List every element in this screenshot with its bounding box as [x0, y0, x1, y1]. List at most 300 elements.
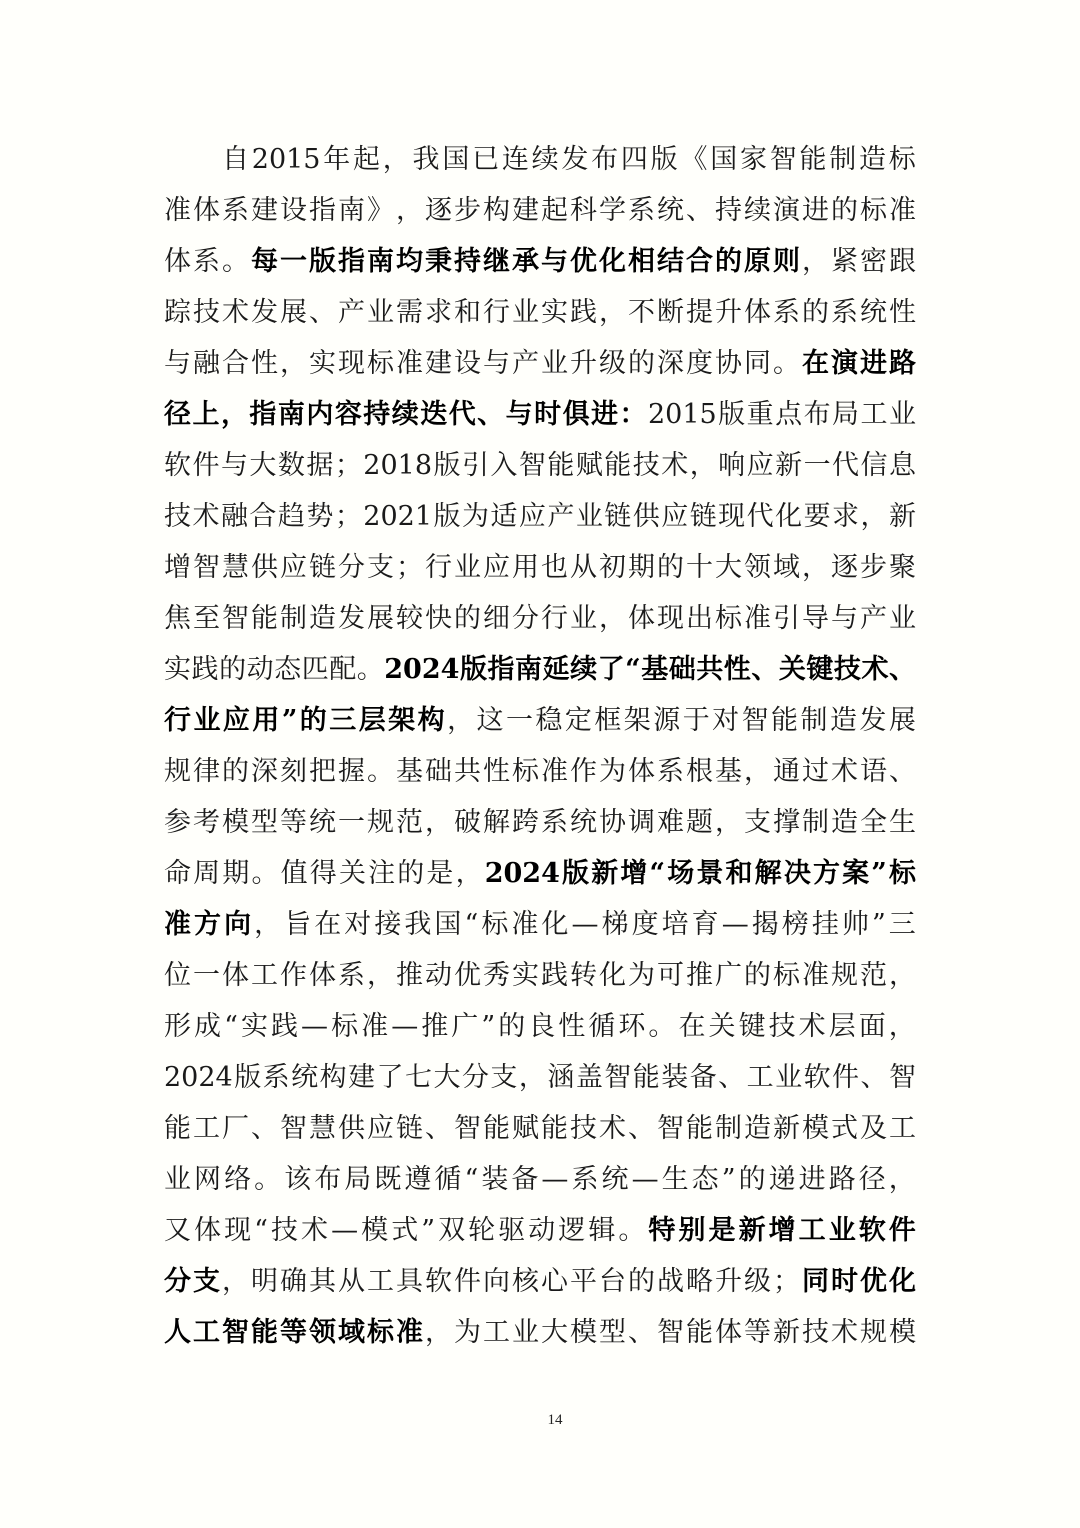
- body-text: 布: [314, 1164, 342, 1195]
- body-text: 。: [222, 246, 249, 277]
- body-text: 略: [686, 1266, 713, 1297]
- body-text: 化: [541, 909, 569, 940]
- body-text: 转: [570, 960, 597, 991]
- body-text: 工: [251, 960, 278, 991]
- body-text: 体: [309, 960, 336, 991]
- body-text: 。: [367, 756, 394, 787]
- body-text: 学: [599, 195, 626, 226]
- body-text: ，: [860, 501, 888, 532]
- bold-text: 软: [858, 1215, 886, 1246]
- body-text: —: [721, 909, 749, 940]
- body-text: 演: [773, 195, 800, 226]
- body-text: 业: [889, 603, 916, 634]
- body-text: 智: [604, 1062, 632, 1093]
- bold-text: 版: [562, 858, 590, 889]
- bold-text: 进: [591, 399, 619, 430]
- text-line: [164, 644, 916, 695]
- body-text: 支: [490, 1062, 518, 1093]
- body-text: 等: [280, 807, 307, 838]
- body-text: 智: [657, 1317, 684, 1348]
- bold-text: 时: [534, 399, 562, 430]
- body-text: 信: [860, 450, 888, 481]
- text-line: [164, 797, 916, 848]
- body-text: 系: [628, 195, 655, 226]
- body-text: 据: [306, 450, 334, 481]
- body-text: 代: [746, 501, 774, 532]
- body-text: 逐: [425, 195, 452, 226]
- text-line: [164, 287, 916, 338]
- body-text: 业: [367, 297, 394, 328]
- text-line: [164, 185, 916, 236]
- body-text: 造: [831, 807, 858, 838]
- body-text: 业: [454, 552, 481, 583]
- body-text: 十: [686, 552, 713, 583]
- body-text: 连: [501, 144, 529, 175]
- body-text: 引: [461, 450, 489, 481]
- body-text: 键: [738, 1011, 766, 1042]
- body-text: 产: [547, 501, 575, 532]
- body-text: 型: [599, 1317, 626, 1348]
- body-text: 进: [802, 195, 829, 226]
- body-text: 系: [262, 1062, 290, 1093]
- body-text: 制: [715, 1113, 742, 1144]
- body-text: 布: [803, 399, 831, 430]
- bold-text: 承: [512, 246, 539, 277]
- body-text: 版: [718, 399, 746, 430]
- bold-text: 内: [306, 399, 334, 430]
- body-text: 把: [309, 756, 336, 787]
- body-text: 动: [246, 654, 274, 685]
- body-text: 梯: [601, 909, 629, 940]
- body-text: 通: [773, 756, 800, 787]
- bold-text: 俱: [562, 399, 590, 430]
- body-text: 的: [744, 960, 771, 991]
- bold-text: 技: [833, 654, 861, 685]
- bold-text: 同: [802, 1266, 829, 1297]
- body-text: 于: [682, 705, 710, 736]
- body-text: 和: [454, 297, 481, 328]
- body-text: 践: [271, 1011, 298, 1042]
- body-text: 根: [686, 756, 713, 787]
- body-text: 等: [744, 1317, 771, 1348]
- body-text: 榜: [781, 909, 809, 940]
- body-text: 展: [888, 705, 916, 736]
- body-text: 度: [686, 348, 713, 379]
- body-text: 已: [472, 144, 500, 175]
- body-text: 分: [338, 552, 365, 583]
- body-text: 标: [715, 603, 742, 634]
- body-text: 》: [367, 195, 394, 226]
- body-text: 用: [512, 552, 539, 583]
- body-text: 践: [191, 654, 219, 685]
- body-text: 应: [483, 552, 510, 583]
- body-text: 位: [164, 960, 191, 991]
- body-text: 对: [344, 909, 372, 940]
- body-text: 供: [251, 552, 278, 583]
- bold-text: 上: [192, 399, 220, 430]
- bold-text: ”: [281, 705, 298, 736]
- bold-text: 版: [459, 654, 487, 685]
- bold-text: 优: [860, 1266, 887, 1297]
- body-text: 刻: [280, 756, 307, 787]
- body-text: 统: [860, 297, 887, 328]
- bold-text: 关: [778, 654, 806, 685]
- text-line-content: [164, 1256, 916, 1307]
- bold-text: 均: [396, 246, 423, 277]
- body-text: 。: [648, 1011, 676, 1042]
- body-text: 业: [512, 1317, 539, 1348]
- bold-text: ：: [619, 399, 647, 430]
- text-line: [164, 1256, 916, 1307]
- body-text: 级: [599, 348, 626, 379]
- body-text: 统: [570, 807, 597, 838]
- body-text: 响: [718, 450, 746, 481]
- text-line-content: [164, 1103, 916, 1154]
- bold-text: 是: [708, 1215, 736, 1246]
- body-text: 工: [889, 1113, 916, 1144]
- body-text: 准: [396, 348, 423, 379]
- body-text: 件: [454, 1266, 481, 1297]
- body-text: 工: [746, 1062, 774, 1093]
- body-text: 性: [558, 1011, 586, 1042]
- body-text: 。: [356, 654, 384, 685]
- body-text: 断: [657, 297, 684, 328]
- text-line: [164, 1205, 916, 1256]
- body-text: 需: [396, 297, 423, 328]
- body-text: 、: [251, 1113, 278, 1144]
- body-text: 系: [541, 807, 568, 838]
- body-text: 模: [889, 1317, 916, 1348]
- body-text: 具: [396, 1266, 423, 1297]
- body-text: 度: [631, 909, 659, 940]
- body-text: 值: [280, 858, 308, 889]
- body-text: 构: [483, 195, 510, 226]
- body-text: 慧: [222, 552, 249, 583]
- body-text: 术: [831, 1317, 858, 1348]
- body-text: 化: [599, 960, 626, 991]
- body-text: 四: [620, 144, 648, 175]
- bold-text: 和: [725, 858, 753, 889]
- body-text: 战: [657, 1266, 684, 1297]
- bold-text: 则: [773, 246, 800, 277]
- body-text: 支: [744, 807, 771, 838]
- text-line: [164, 338, 916, 389]
- text-line: [164, 389, 916, 440]
- body-text: 能: [604, 450, 632, 481]
- body-text: 与: [220, 450, 248, 481]
- body-text: 造: [859, 144, 887, 175]
- body-text: 展: [280, 297, 307, 328]
- body-text: 动: [425, 960, 452, 991]
- body-text: 点: [775, 399, 803, 430]
- body-text: 关: [338, 858, 366, 889]
- body-text: 律: [193, 756, 220, 787]
- bold-text: 南: [367, 246, 394, 277]
- body-text: 挂: [811, 909, 839, 940]
- body-text: 一: [338, 807, 365, 838]
- body-text: 家: [739, 144, 767, 175]
- body-text: 技: [802, 1317, 829, 1348]
- body-text: 升: [570, 348, 597, 379]
- body-text: 及: [860, 1113, 887, 1144]
- body-text: 建: [512, 195, 539, 226]
- bold-text: 演: [831, 348, 858, 379]
- bold-text: 构: [417, 705, 445, 736]
- body-text: ，: [222, 1266, 249, 1297]
- body-text: 进: [798, 1164, 826, 1195]
- body-text: 。: [251, 858, 279, 889]
- body-text: 技: [271, 1215, 298, 1246]
- body-text: 络: [224, 1164, 252, 1195]
- body-text: 供: [338, 1113, 365, 1144]
- body-text: 行: [541, 603, 568, 634]
- text-line-content: [164, 848, 916, 899]
- body-text: —: [631, 1164, 659, 1195]
- bold-text: 时: [831, 1266, 858, 1297]
- body-text: 势: [306, 501, 334, 532]
- body-text: 的: [498, 1011, 526, 1042]
- body-text: 链: [396, 1113, 423, 1144]
- body-text: 标: [888, 144, 916, 175]
- body-text: 备: [511, 1164, 539, 1195]
- body-text: 步: [454, 195, 481, 226]
- bold-text: 容: [334, 399, 362, 430]
- body-text: —: [391, 1011, 419, 1042]
- bold-text: 续: [570, 654, 598, 685]
- body-text: 发: [251, 297, 278, 328]
- body-text: ，: [254, 909, 282, 940]
- text-line: [164, 1052, 916, 1103]
- body-text: 建: [251, 195, 278, 226]
- body-text: 动: [528, 1215, 556, 1246]
- body-text: 逐: [831, 552, 858, 583]
- body-text: 应: [661, 501, 689, 532]
- bold-text: 指: [249, 399, 277, 430]
- bold-text: 与: [541, 246, 568, 277]
- body-text: 产: [338, 297, 365, 328]
- body-text: 径: [858, 1164, 886, 1195]
- body-text: 体: [744, 297, 771, 328]
- body-text: 术: [661, 450, 689, 481]
- body-text: 的: [219, 654, 247, 685]
- bold-text: 领: [309, 1317, 336, 1348]
- body-text: ，: [888, 1164, 916, 1195]
- bold-text: 应: [222, 705, 250, 736]
- body-text: 协: [715, 348, 742, 379]
- bold-text: 路: [889, 348, 916, 379]
- body-text: 得: [309, 858, 337, 889]
- body-text: ，: [889, 960, 916, 991]
- body-text: 其: [309, 1266, 336, 1297]
- body-text: 代: [832, 450, 860, 481]
- body-text: 焦: [164, 603, 191, 634]
- bold-text: 方: [194, 909, 222, 940]
- body-text: 2021: [363, 501, 432, 532]
- text-line: [164, 899, 916, 950]
- text-line-content: [164, 695, 916, 746]
- body-text: 秀: [483, 960, 510, 991]
- body-text: ，: [744, 756, 771, 787]
- body-text: 标: [773, 960, 800, 991]
- body-text: 工: [860, 399, 888, 430]
- body-text: ；: [334, 501, 362, 532]
- body-text: 指: [309, 195, 336, 226]
- body-text: 深: [657, 348, 684, 379]
- body-text: ，: [802, 552, 829, 583]
- text-line: [164, 1307, 916, 1358]
- body-text: 支: [367, 552, 394, 583]
- text-line-content: [164, 338, 916, 389]
- body-text: ”: [871, 909, 886, 940]
- body-text: 智: [657, 1113, 684, 1144]
- body-text: 智: [280, 1113, 307, 1144]
- body-text: 规: [831, 960, 858, 991]
- body-text: 态: [274, 654, 302, 685]
- body-text: 型: [251, 807, 278, 838]
- body-text: ，: [455, 858, 483, 889]
- body-text: 统: [291, 1062, 319, 1093]
- bold-text: 持: [454, 246, 481, 277]
- bold-text: 每: [251, 246, 278, 277]
- body-text: 系: [338, 960, 365, 991]
- body-text: 对: [712, 705, 740, 736]
- body-text: 版: [433, 501, 461, 532]
- bold-text: 秉: [425, 246, 452, 277]
- body-text: 配: [329, 654, 357, 685]
- bold-text: 解: [754, 858, 782, 889]
- body-text: 智: [454, 1113, 481, 1144]
- body-text: 系: [831, 297, 858, 328]
- body-text: 系: [657, 756, 684, 787]
- body-text: 性: [483, 756, 510, 787]
- bold-text: 三: [329, 705, 357, 736]
- body-text: 级: [744, 1266, 771, 1297]
- body-text: 智: [769, 144, 797, 175]
- body-text: 体: [193, 195, 220, 226]
- body-text: 的: [397, 858, 425, 889]
- body-text: 也: [541, 552, 568, 583]
- body-text: 工: [367, 1266, 394, 1297]
- body-text: 良: [528, 1011, 556, 1042]
- body-text: 该: [284, 1164, 312, 1195]
- body-text: 统: [601, 1164, 629, 1195]
- body-text: 求: [425, 297, 452, 328]
- body-text: 广: [451, 1011, 479, 1042]
- body-text: 的: [222, 756, 249, 787]
- body-text: 融: [193, 348, 220, 379]
- body-text: —: [571, 909, 599, 940]
- body-text: 统: [309, 807, 336, 838]
- body-text: 能: [632, 1062, 660, 1093]
- bold-text: 与: [505, 399, 533, 430]
- bold-text: 键: [806, 654, 834, 685]
- text-line: [164, 848, 916, 899]
- body-text: 辑: [588, 1215, 616, 1246]
- body-text: 践: [541, 960, 568, 991]
- body-text: 基: [396, 756, 423, 787]
- body-text: 业: [775, 1062, 803, 1093]
- body-text: 育: [691, 909, 719, 940]
- body-text: 准: [744, 603, 771, 634]
- body-text: 技: [768, 1011, 796, 1042]
- body-text: 提: [686, 297, 713, 328]
- body-text: 。: [618, 1215, 646, 1246]
- body-text: 工: [483, 1317, 510, 1348]
- body-text: 。: [773, 348, 800, 379]
- body-text: 业: [164, 1164, 191, 1195]
- body-text: 源: [653, 705, 681, 736]
- body-text: 性: [889, 297, 916, 328]
- body-text: 大: [433, 1062, 461, 1093]
- body-text: 业: [541, 348, 568, 379]
- body-text: 技: [632, 450, 660, 481]
- body-text: 框: [594, 705, 622, 736]
- body-text: 生: [661, 1164, 689, 1195]
- body-text: 我: [404, 909, 432, 940]
- bold-text: 特: [648, 1215, 676, 1246]
- body-text: 聚: [889, 552, 916, 583]
- bold-text: 层: [358, 705, 386, 736]
- body-text: 准: [164, 195, 191, 226]
- body-text: 件: [192, 450, 220, 481]
- body-text: 深: [251, 756, 278, 787]
- body-text: 层: [828, 1011, 856, 1042]
- bold-text: 延: [542, 654, 570, 685]
- text-line: [164, 1154, 916, 1205]
- body-text: 升: [715, 297, 742, 328]
- text-line-content: [164, 899, 916, 950]
- body-text: 国: [434, 909, 462, 940]
- bold-text: 架: [388, 705, 416, 736]
- body-text: 续: [744, 195, 771, 226]
- bold-text: ，: [220, 399, 248, 430]
- body-text: 模: [570, 1317, 597, 1348]
- body-text: 合: [222, 348, 249, 379]
- body-text: 从: [570, 552, 597, 583]
- body-text: 智: [222, 603, 249, 634]
- document-body: [164, 134, 916, 1358]
- body-text: 明: [251, 1266, 278, 1297]
- text-line-content: [164, 746, 916, 797]
- body-text: ”: [481, 1011, 496, 1042]
- body-text: 能: [164, 1113, 191, 1144]
- body-text: 标: [367, 348, 394, 379]
- bold-text: 优: [570, 246, 597, 277]
- body-text: 导: [802, 603, 829, 634]
- bold-text: 指: [338, 246, 365, 277]
- body-text: 一: [193, 960, 220, 991]
- body-text: 软: [425, 1266, 452, 1297]
- bold-text: “: [649, 858, 666, 889]
- bold-text: 新: [591, 858, 619, 889]
- bold-text: 础: [668, 654, 696, 685]
- bold-text: 化: [599, 246, 626, 277]
- body-text: 定: [564, 705, 592, 736]
- text-line: [164, 440, 916, 491]
- body-text: 又: [164, 1215, 191, 1246]
- text-line-content: [164, 644, 916, 695]
- body-text: 工: [193, 1113, 220, 1144]
- body-text: 发: [338, 603, 365, 634]
- body-text: 踪: [164, 297, 191, 328]
- body-text: 向: [483, 1266, 510, 1297]
- body-text: 实: [309, 348, 336, 379]
- body-text: 期: [628, 552, 655, 583]
- body-text: ，: [518, 1062, 546, 1093]
- bold-text: 等: [280, 1317, 307, 1348]
- body-text: 2015: [647, 399, 717, 430]
- body-text: 引: [773, 603, 800, 634]
